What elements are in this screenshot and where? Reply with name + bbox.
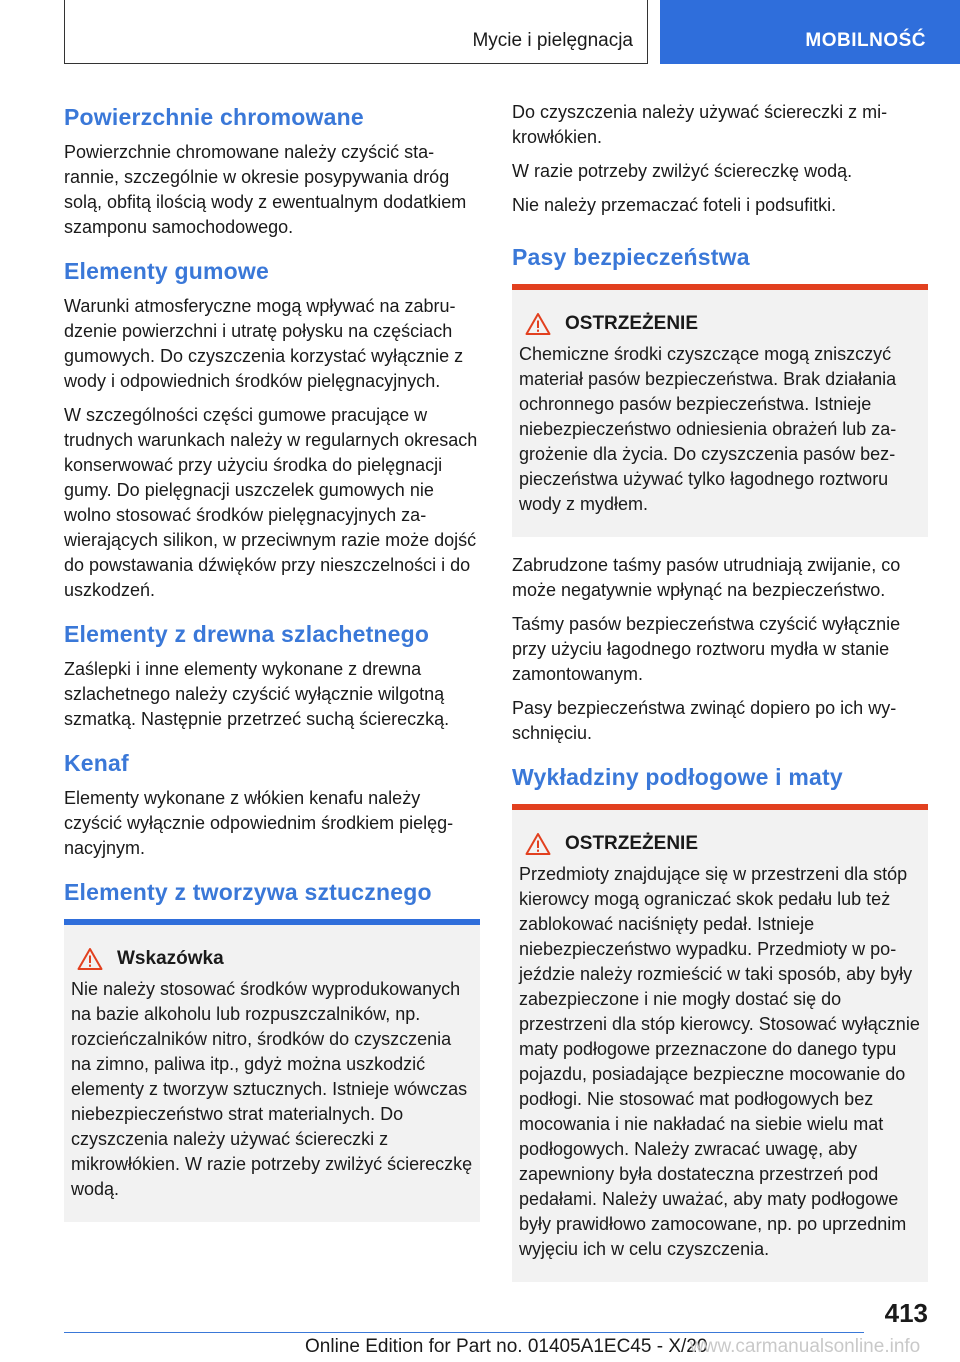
header-chapter-label: MOBILNOŚĆ — [805, 30, 926, 51]
left-column — [64, 100, 480, 1238]
section-wood — [64, 617, 480, 732]
warning-triangle-icon — [77, 947, 103, 971]
section-seatbelts — [512, 240, 928, 746]
section-title-plastic: Elementy z tworzywa sztucznego — [64, 879, 432, 905]
paragraph: Powierzchnie chromowane należy czyścić starannie, szczególnie w okresie posypywania dróg solą, obfitą ilością wody z ewentualnym dodatkiem szamponu samochodowego. — [64, 142, 467, 237]
paragraph: Warunki atmosferyczne mogą wpływać na zabrudzenie powierzchni i utratę połysku na częściach gumowych. Do czyszczenia korzystać wyłącznie z wody i odpowiednich środków pielęgnacyjnych. — [64, 296, 464, 391]
footer-divider — [64, 1332, 864, 1333]
footer-edition: Online Edition for Part no. 01405A1EC45 - X/20 — [305, 1336, 708, 1357]
notice-box-hint — [64, 919, 480, 1222]
paragraph: Pasy bezpieczeństwa zwinąć dopiero po ich wyschnięciu. — [512, 698, 897, 743]
header-chapter-tab — [660, 0, 960, 64]
right-column — [512, 100, 928, 1298]
section-title-kenaf: Kenaf — [64, 750, 129, 776]
notice-header — [519, 832, 922, 856]
notice-box-warning — [512, 804, 928, 1282]
section-rubber — [64, 254, 480, 603]
paragraph: W szczególności części gumowe pracujące w trudnych warunkach należy w regularnych okresach konserwować przy użyciu środka do pielęgnacji gumy. Do pielęgnacji uszczelek gumowych nie wolno stosować środków pielęgnacyjnych zawierających silikon, w przeciwnym razie może dojść do powstawania dźwięków przy nieszczelności i do uszkodzeń. — [64, 405, 478, 600]
paragraph: Zaślepki i inne elementy wykonane z drewna szlachetnego należy czyścić wyłącznie wilgotną szmatką. Następnie przetrzeć suchą ściereczką. — [64, 659, 450, 729]
paragraph: Elementy wykonane z włókien kenafu należy czyścić wyłącznie odpowiednim środkiem pielęgnacyjnym. — [64, 788, 454, 858]
warning-triangle-icon — [525, 312, 551, 336]
notice-header — [71, 947, 474, 971]
paragraph: W razie potrzeby zwilżyć ściereczkę wodą. — [512, 161, 853, 181]
page-number: 413 — [884, 1298, 928, 1328]
notice-label: Wskazówka — [117, 948, 224, 969]
section-floor-mats — [512, 760, 928, 1282]
paragraph: Do czyszczenia należy używać ściereczki z mikrowłókien. — [512, 102, 888, 147]
notice-text: Przedmioty znajdujące się w przestrzeni dla stóp kierowcy mogą ograniczać skok pedału lub też zablokować naciśnięty pedał. Istnieje niebezpieczeństwo wypadku. Przedmioty w pojeździe należy rozmieścić w taki sposób, aby były zabezpieczone i nie mogły dostać się do przestrzeni dla stóp kierowcy. Stosować wyłącznie maty podłogowe przeznaczone do danego typu pojazdu, posiadające bezpieczne mocowanie do podłogi. Nie stosować mat podłogowych bez mocowania i nie nakładać na siebie wielu mat podłogowych. Należy zwracać uwagę, aby zapewniony była dostateczna przestrzeń pod pedałami. Należy uważać, aby maty podłogowe były prawidłowo zamocowane, np. po uprzednim wyjęciu ich w celu czyszczenia. — [519, 864, 920, 1259]
section-title-floor-mats: Wykładziny podłogowe i maty — [512, 764, 843, 790]
footer-watermark: www.carmanualsonline.info — [690, 1336, 921, 1357]
header-section-box — [64, 0, 648, 64]
paragraph: Nie należy przemaczać foteli i podsufitki. — [512, 195, 837, 215]
warning-triangle-icon — [525, 832, 551, 856]
section-title-wood: Elementy z drewna szlachetnego — [64, 621, 430, 647]
section-kenaf — [64, 746, 480, 861]
section-title-rubber: Elementy gumowe — [64, 258, 269, 284]
section-title-chrome: Powierzchnie chromowane — [64, 104, 364, 130]
section-plastic — [64, 875, 480, 1222]
notice-label: OSTRZEŻENIE — [565, 833, 699, 854]
header-section-title: Mycie i pielęgnacja — [472, 30, 633, 51]
paragraph: Zabrudzone taśmy pasów utrudniają zwijanie, co może negatywnie wpłynąć na bezpieczeństwo. — [512, 555, 901, 600]
notice-text: Chemiczne środki czyszczące mogą zniszczyć materiał pasów bezpieczeństwa. Brak działania ochronnego pasów bezpieczeństwa. Istnieje niebezpieczeństwo odniesienia obrażeń lub zagrożenie dla życia. Do czyszczenia pasów bezpieczeństwa używać tylko łagodnego roztworu wody z mydłem. — [519, 344, 897, 514]
section-title-seatbelts: Pasy bezpieczeństwa — [512, 244, 750, 270]
notice-box-warning — [512, 284, 928, 537]
notice-text: Nie należy stosować środków wyprodukowanych na bazie alkoholu lub rozpuszczalników, np. rozcieńczalników nitro, środków do czyszczenia na zimno, paliwa itp., gdyż można uszkodzić elementy z tworzyw sztucznych. Istnieje wówczas niebezpieczeństwo strat materialnych. Do czyszczenia należy używać ściereczki z mikrowłókien. W razie potrzeby zwilżyć ściereczkę wodą. — [71, 979, 473, 1199]
paragraph: Taśmy pasów bezpieczeństwa czyścić wyłącznie przy użyciu łagodnego roztworu mydła w stanie zamontowanym. — [512, 614, 901, 684]
section-chrome — [64, 100, 480, 240]
notice-label: OSTRZEŻENIE — [565, 313, 699, 334]
notice-header — [519, 312, 922, 336]
